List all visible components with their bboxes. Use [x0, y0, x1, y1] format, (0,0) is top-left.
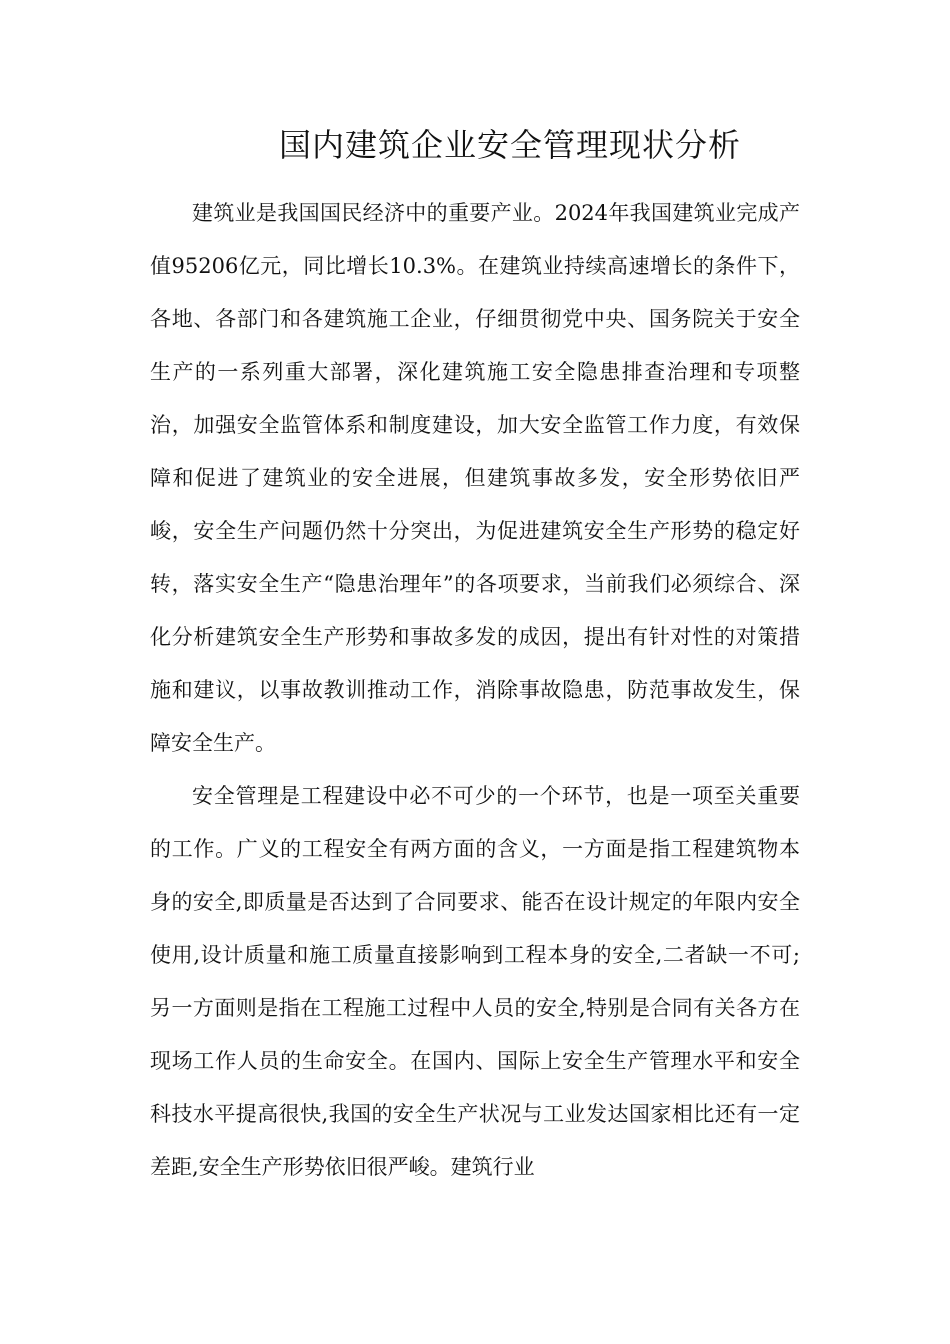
document-title: 国内建筑企业安全管理现状分析: [278, 126, 741, 164]
document-body: [150, 187, 800, 1194]
paragraph-1: 建筑业是我国国民经济中的重要产业。2024年我国建筑业完成产值95206亿元，同比增长10.3%。在建筑业持续高速增长的条件下，各地、各部门和各建筑施工企业，仔细贯彻党中央、国务院关于安全生产的一系列重大部署，深化建筑施工安全隐患排查治理和专项整治，加强安全监管体系和制度建设，加大安全监管工作力度，有效保障和促进了建筑业的安全进展，但建筑事故多发，安全形势依旧严峻，安全生产问题仍然十分突出，为促进建筑安全生产形势的稳定好转，落实安全生产“隐患治理年”的各项要求，当前我们必须综合、深化分析建筑安全生产形势和事故多发的成因，提出有针对性的对策措施和建议，以事故教训推动工作，消除事故隐患，防范事故发生，保障安全生产。: [150, 201, 800, 755]
paragraph-2: 安全管理是工程建设中必不可少的一个环节，也是一项至关重要的工作。广义的工程安全有两方面的含义，一方面是指工程建筑物本身的安全,即质量是否达到了合同要求、能否在设计规定的年限内安全使用,设计质量和施工质量直接影响到工程本身的安全,二者缺一不可;另一方面则是指在工程施工过程中人员的安全,特别是合同有关各方在现场工作人员的生命安全。在国内、国际上安全生产管理水平和安全科技水平提高很快,我国的安全生产状况与工业发达国家相比还有一定差距,安全生产形势依旧很严峻。建筑行业: [150, 784, 800, 1179]
